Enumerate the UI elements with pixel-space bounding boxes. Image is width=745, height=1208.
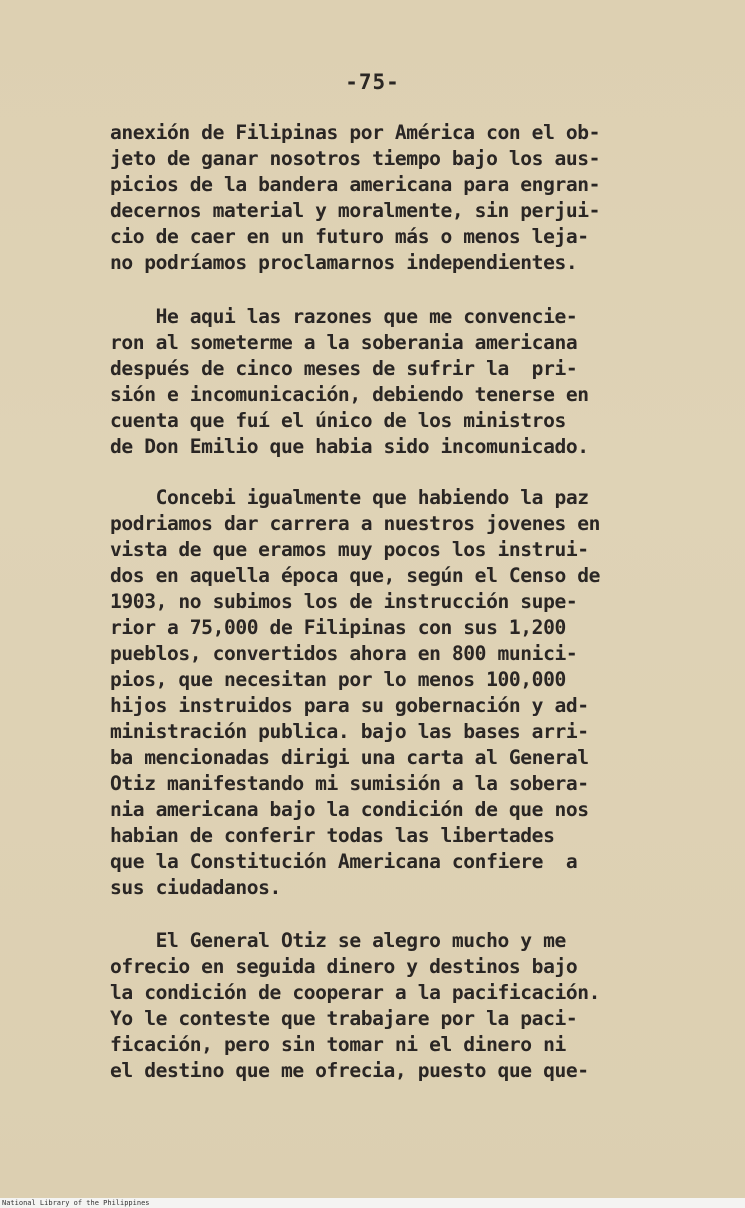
text-line: Concebi igualmente que habiendo la paz (110, 486, 589, 509)
text-line: sión e incomunicación, debiendo tenerse en (110, 383, 589, 406)
text-line: ofrecio en seguida dinero y destinos bajo (110, 955, 578, 978)
paragraph-2 (110, 304, 670, 460)
text-line: 1903, no subimos los de instrucción supe- (110, 590, 578, 613)
text-line: nia americana bajo la condición de que nos (110, 798, 589, 821)
text-line: Otiz manifestando mi sumisión a la sobera- (110, 772, 589, 795)
text-line: hijos instruidos para su gobernación y ad- (110, 694, 589, 717)
text-line: de Don Emilio que habia sido incomunicado. (110, 435, 589, 458)
text-line: anexión de Filipinas por América con el ob- (110, 121, 601, 144)
text-line: ficación, pero sin tomar ni el dinero ni (110, 1033, 566, 1056)
text-line: vista de que eramos muy pocos los instrui- (110, 538, 589, 561)
text-line: dos en aquella época que, según el Censo de (110, 564, 601, 587)
paragraph-4 (110, 928, 670, 1084)
library-credit: National Library of the Philippines (2, 1199, 150, 1207)
paragraph-3 (110, 485, 670, 901)
text-line: jeto de ganar nosotros tiempo bajo los aus- (110, 147, 601, 170)
text-line: que la Constitución Americana confiere a (110, 850, 578, 873)
text-line: picios de la bandera americana para engran- (110, 173, 601, 196)
text-line: no podríamos proclamarnos independientes. (110, 251, 578, 274)
text-line: decernos material y moralmente, sin perjui- (110, 199, 601, 222)
text-line: ministración publica. bajo las bases arri- (110, 720, 589, 743)
text-line: cuenta que fuí el único de los ministros (110, 409, 566, 432)
text-line: cio de caer en un futuro más o menos leja- (110, 225, 589, 248)
text-line: sus ciudadanos. (110, 876, 281, 899)
text-line: pios, que necesitan por lo menos 100,000 (110, 668, 566, 691)
paragraph-1 (110, 120, 670, 276)
text-line: pueblos, convertidos ahora en 800 munici- (110, 642, 578, 665)
text-line: ron al someterme a la soberania americana (110, 331, 578, 354)
text-line: podriamos dar carrera a nuestros jovenes en (110, 512, 601, 535)
text-line: El General Otiz se alegro mucho y me (110, 929, 566, 952)
text-line: He aqui las razones que me convencie- (110, 305, 578, 328)
text-line: rior a 75,000 de Filipinas con sus 1,200 (110, 616, 566, 639)
text-line: ba mencionadas dirigi una carta al General (110, 746, 589, 769)
text-line: después de cinco meses de sufrir la pri- (110, 357, 578, 380)
text-line: el destino que me ofrecia, puesto que que- (110, 1059, 589, 1082)
text-line: la condición de cooperar a la pacificación. (110, 981, 601, 1004)
page-number: -75- (345, 70, 400, 94)
text-line: Yo le conteste que trabajare por la paci- (110, 1007, 578, 1030)
text-line: habian de conferir todas las libertades (110, 824, 555, 847)
